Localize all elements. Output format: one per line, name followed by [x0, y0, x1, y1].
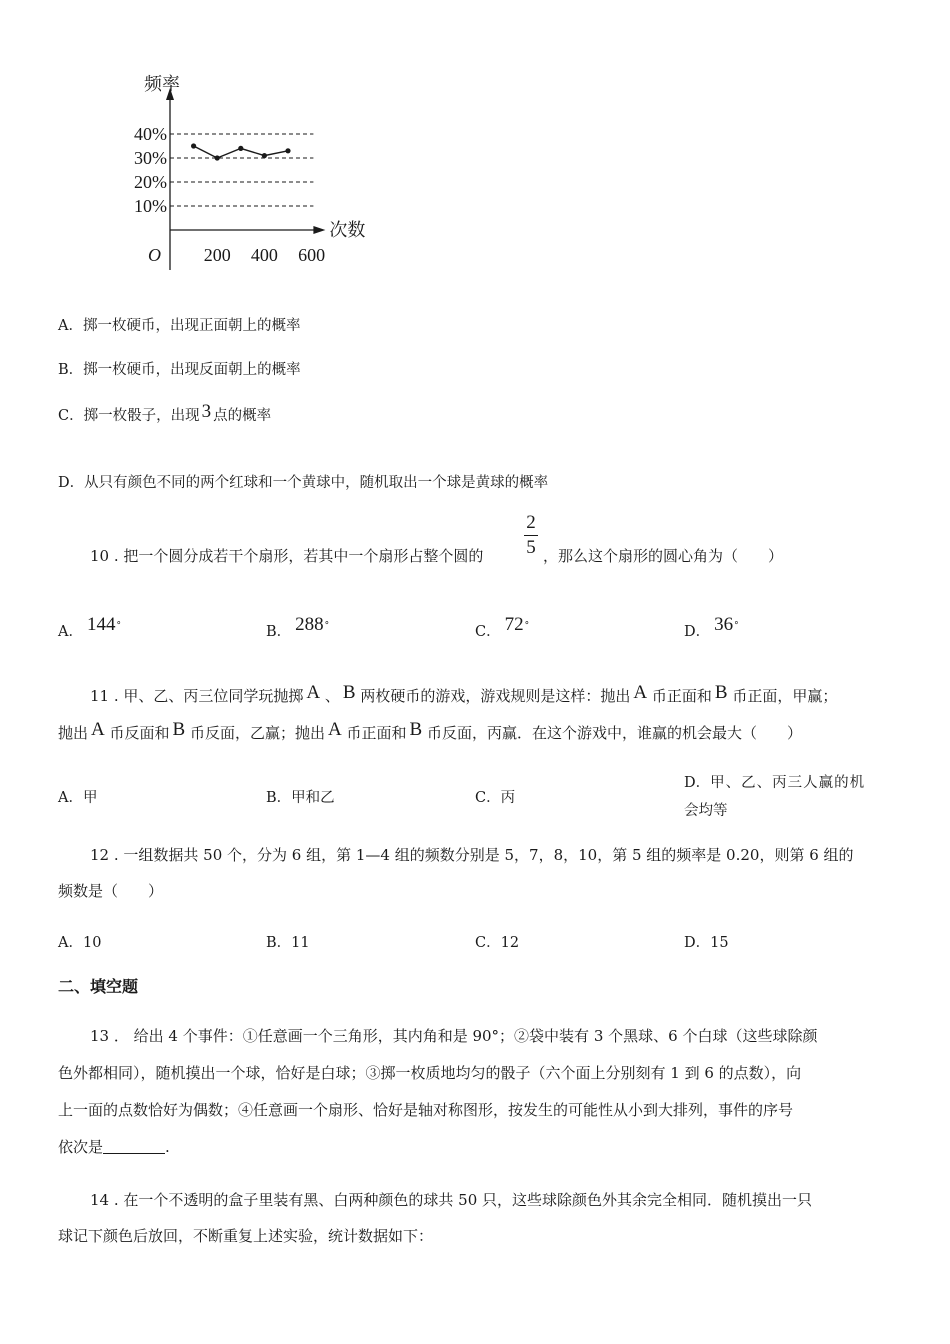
data-point [215, 155, 220, 160]
q10-option-a [58, 614, 121, 642]
text-run: 币正面和 [341, 724, 407, 742]
y-tick-label: 10% [134, 196, 167, 216]
q11-option-c [475, 786, 515, 807]
option-value: 36 [714, 614, 734, 635]
q11-stem-line-2 [58, 719, 802, 744]
q11-option-d-line-2 [684, 799, 728, 820]
y-axis-label: 频率 [144, 74, 180, 94]
option-letter: A． [58, 318, 83, 334]
q11-option-b [266, 786, 335, 807]
option-letter: B． [58, 362, 84, 378]
y-tick-label: 20% [134, 172, 167, 192]
text-run: 币反面和 [104, 724, 170, 742]
degree-sign: ° [524, 621, 530, 631]
text-run: 币反面，丙赢．在这个游戏中，谁赢的机会最大（ ） [422, 724, 802, 742]
option-value: 288 [295, 614, 324, 635]
question-text: 12 . 一组数据共 50 个，分为 6 组，第 1—4 组的频数分别是 5，7，8，10，第 5 组的频率是 0.20，则第 6 组的 [90, 846, 854, 864]
option-letter: B． [266, 790, 292, 806]
math-letter: A [306, 682, 321, 703]
math-value: 3 [201, 401, 212, 422]
x-tick-label: 200 [203, 245, 231, 265]
option-text: 10 [82, 935, 102, 951]
option-text-after: 点的概率 [213, 408, 272, 424]
option-letter: A． [58, 790, 83, 806]
q12-stem-line-2 [58, 880, 163, 901]
math-letter: A [633, 682, 648, 703]
degree-sign: ° [116, 621, 121, 631]
q12-option-b [266, 931, 310, 952]
option-text: 甲和乙 [291, 790, 335, 806]
option-text: 丙 [500, 790, 516, 806]
x-axis-label: 次数 [329, 220, 366, 240]
option-letter: D． [684, 775, 711, 791]
q12-option-c [475, 931, 519, 952]
fraction-bar [524, 535, 538, 536]
question-text: 频数是（ ） [58, 882, 164, 900]
data-point [238, 146, 243, 151]
y-tick-label: 40% [134, 124, 167, 144]
fraction-denominator: 5 [526, 537, 536, 558]
math-letter: A [328, 719, 342, 740]
text-run: 两枚硬币的游戏，游戏规则是这样：抛出 [355, 687, 631, 705]
option-letter: D． [684, 935, 711, 951]
data-point [262, 153, 267, 158]
option-text: 15 [710, 935, 729, 951]
degree-sign: ° [734, 621, 739, 631]
origin-label: O [148, 245, 161, 265]
math-letter: A [91, 719, 105, 740]
q9-option-d [58, 471, 548, 492]
q10-stem-tail [543, 545, 783, 566]
option-text: 掷一枚硬币，出现正面朝上的概率 [82, 318, 301, 334]
frequency-line-chart [130, 70, 400, 270]
x-axis-arrow [313, 226, 325, 234]
option-text: 11 [291, 935, 310, 951]
fraction-numerator: 2 [526, 512, 536, 533]
q10-option-d [684, 614, 739, 642]
q11-stem-line-1 [90, 682, 838, 707]
question-text-end: . [165, 1138, 170, 1156]
option-text: 掷一枚骰子，出现 [83, 408, 200, 424]
question-text: ，那么这个扇形的圆心角为（ ） [543, 547, 784, 565]
x-tick-label: 400 [250, 245, 278, 265]
q10-option-c [475, 614, 530, 642]
q13-line-3: 上一面的点数恰好为偶数；④任意画一个扇形、恰好是轴对称图形，按发生的可能性从小到大排列，事件的序号 [58, 1101, 794, 1119]
q13-line-2: 色外都相同），随机摸出一个球，恰好是白球；③掷一枚质地均匀的骰子（六个面上分别刻有 1 到 6 的点数），向 [58, 1064, 802, 1082]
math-letter: B [409, 719, 423, 740]
q11-option-a [58, 786, 97, 807]
q10-option-b [266, 614, 330, 642]
section-heading: 二、填空题 [58, 977, 139, 996]
option-text: 掷一枚硬币，出现反面朝上的概率 [83, 362, 301, 378]
q13-line-4 [58, 1136, 170, 1157]
q9-option-a [58, 314, 300, 335]
degree-sign: ° [324, 621, 330, 631]
q12-option-d [684, 931, 729, 952]
text-run: 、 [320, 687, 340, 705]
option-text: 从只有颜色不同的两个红球和一个黄球中，随机取出一个球是黄球的概率 [84, 475, 549, 491]
option-letter: C． [475, 624, 501, 640]
text-run: 11 . 甲、乙、丙三位同学玩抛掷 [90, 687, 304, 705]
option-text: 甲、乙、丙三人赢的机 [710, 775, 866, 791]
q11-option-d [684, 771, 865, 792]
q12-option-a [58, 931, 101, 952]
q9-option-c [58, 401, 272, 426]
option-letter: D． [58, 475, 85, 491]
q9-option-b [58, 358, 301, 379]
option-letter: C． [475, 790, 501, 806]
data-point [285, 148, 290, 153]
text-run: 币反面，乙赢；抛出 [185, 724, 325, 742]
option-text: 会均等 [684, 803, 728, 819]
option-letter: D． [684, 624, 711, 640]
option-letter: A． [58, 935, 83, 951]
option-letter: C． [58, 408, 84, 424]
option-letter: C． [475, 935, 501, 951]
option-letter: A． [58, 624, 83, 640]
text-run: 抛出 [58, 724, 89, 742]
option-letter: B． [266, 935, 292, 951]
question-text: 依次是 [58, 1138, 104, 1156]
question-number: 10 . [90, 547, 119, 565]
q14-line-1: 14 . 在一个不透明的盒子里装有黑、白两种颜色的球共 50 只，这些球除颜色外其余完全相同．随机摸出一只 [90, 1191, 813, 1209]
q10-stem [90, 545, 483, 566]
answer-blank[interactable] [103, 1139, 165, 1154]
q13-line-1: 13 ． 给出 4 个事件：①任意画一个三角形，其内角和是 90°；②袋中装有 3 个黑球、6 个白球（这些球除颜 [90, 1027, 818, 1045]
y-tick-label: 30% [134, 148, 167, 168]
q14-line-2: 球记下颜色后放回，不断重复上述实验，统计数据如下： [58, 1227, 434, 1245]
math-letter: B [714, 682, 728, 703]
option-value: 72 [504, 614, 524, 635]
data-point [191, 143, 196, 148]
option-letter: B． [266, 624, 292, 640]
text-run: 币正面和 [647, 687, 712, 705]
math-letter: B [172, 719, 186, 740]
q12-stem-line-1 [90, 844, 854, 865]
option-value: 144 [86, 614, 116, 635]
text-run: 币正面，甲赢； [727, 687, 838, 705]
question-text: 把一个圆分成若干个扇形，若其中一个扇形占整个圆的 [123, 547, 484, 565]
option-text: 12 [500, 935, 520, 951]
math-letter: B [342, 682, 356, 703]
option-text: 甲 [82, 790, 98, 806]
x-tick-label: 600 [298, 245, 326, 265]
